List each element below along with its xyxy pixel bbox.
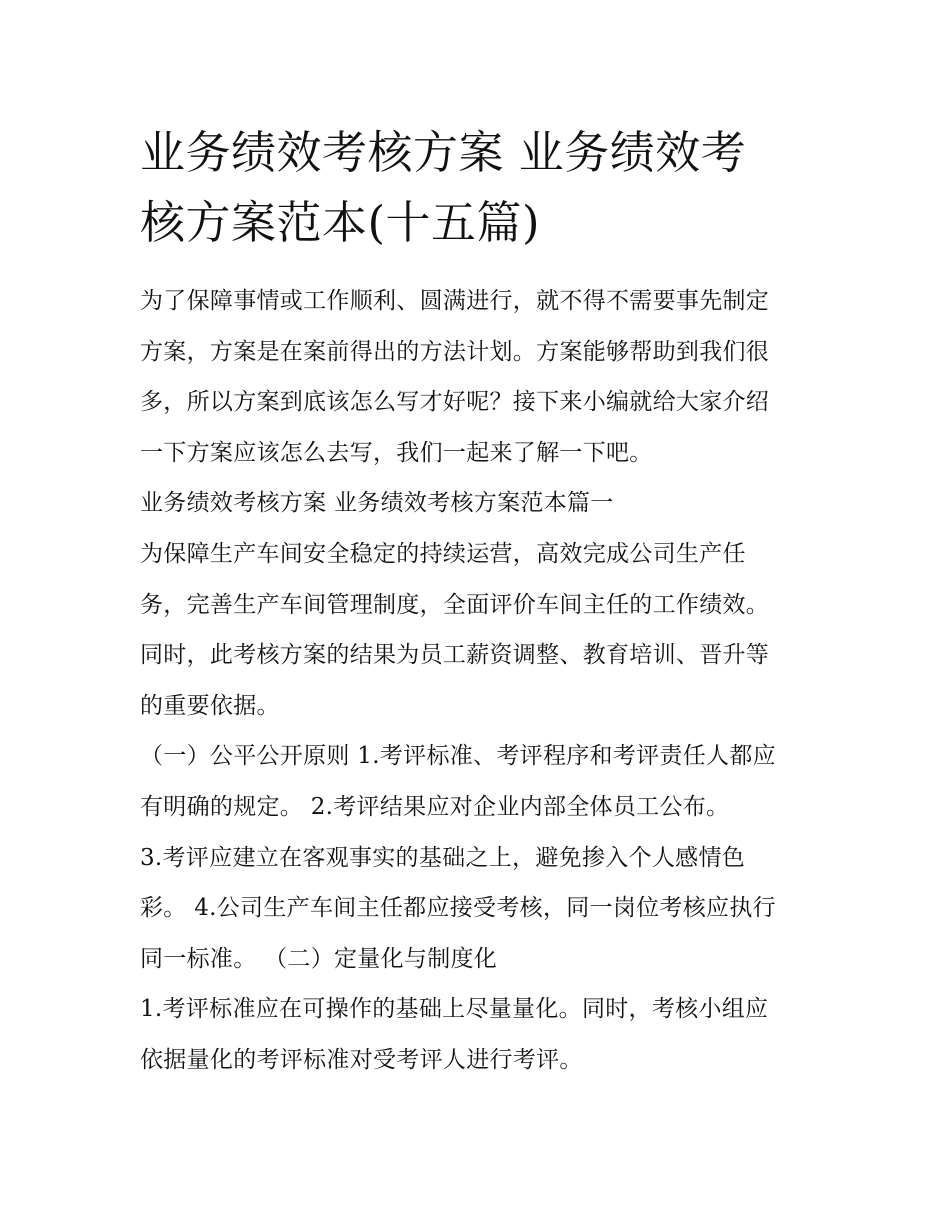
body-line: 1.考评标准应在可操作的基础上尽量量化。同时，考核小组应	[140, 996, 769, 1023]
document-title	[140, 118, 820, 258]
intro-line: 多，所以方案到底该怎么写才好呢？接下来小编就给大家介绍	[140, 389, 770, 416]
body-line: 同时，此考核方案的结果为员工薪资调整、教育培训、晋升等	[140, 642, 770, 669]
body-line: 的重要依据。	[140, 692, 280, 719]
intro-line: 方案，方案是在案前得出的方法计划。方案能够帮助到我们很	[140, 338, 770, 365]
body-line: （一）公平公开原则 1.考评标准、考评程序和考评责任人都应	[140, 743, 776, 770]
title-line: 业务绩效考核方案 业务绩效考	[140, 126, 747, 179]
document-body	[140, 276, 820, 1086]
body-line: 为保障生产车间安全稳定的持续运营，高效完成公司生产任	[140, 540, 746, 567]
body-line: 务，完善生产车间管理制度，全面评价车间主任的工作绩效。	[140, 591, 770, 618]
section-heading: 业务绩效考核方案 业务绩效考核方案范本篇一	[140, 490, 614, 517]
intro-line: 为了保障事情或工作顺利、圆满进行，就不得不需要事先制定	[140, 288, 770, 314]
body-line: 彩。 4.公司生产车间主任都应接受考核，同一岗位考核应执行	[140, 895, 776, 922]
body-line: 同一标准。 （二）定量化与制度化	[140, 945, 498, 972]
body-line: 依据量化的考评标准对受考评人进行考评。	[140, 1046, 583, 1073]
body-line: 3.考评应建立在客观事实的基础之上，避免掺入个人感情色	[140, 844, 746, 871]
title-line: 核方案范本(十五篇)	[140, 196, 541, 249]
intro-line: 一下方案应该怎么去写，我们一起来了解一下吧。	[140, 439, 653, 466]
body-line: 有明确的规定。 2.考评结果应对企业内部全体员工公布。	[140, 793, 730, 820]
